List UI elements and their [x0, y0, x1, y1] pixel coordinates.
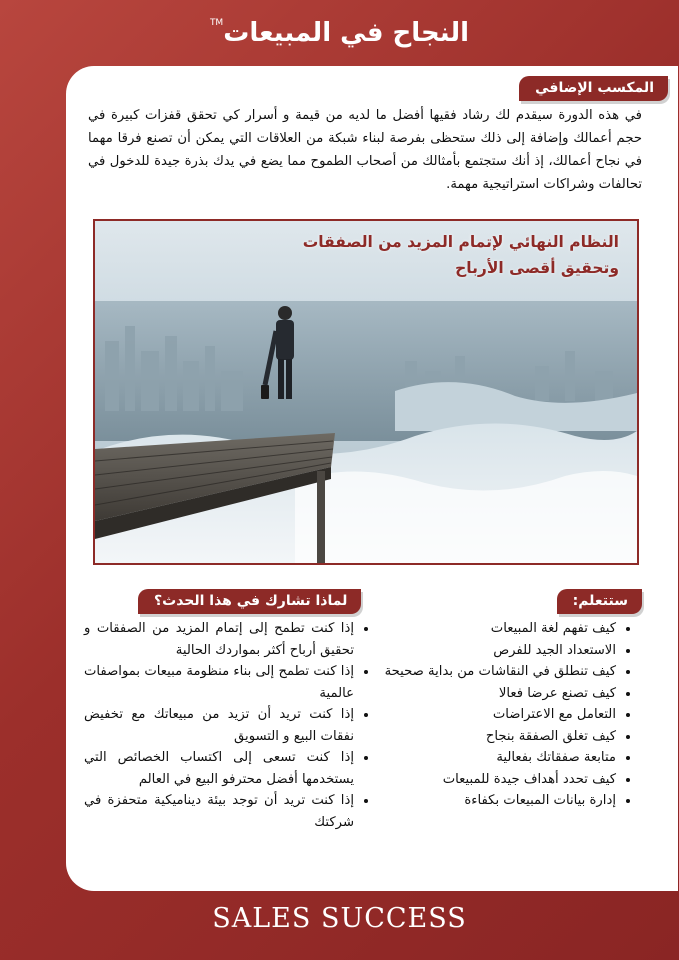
learn-item: • الاستعداد الجيد للفرص: [366, 640, 616, 662]
learn-item: • كيف تفهم لغة المبيعات: [366, 618, 616, 640]
hero-caption-line2: وتحقيق أقصى الأرباح: [455, 259, 619, 277]
learn-item: • التعامل مع الاعتراضات: [366, 704, 616, 726]
learn-item: • كيف تصنع عرضا فعالا: [366, 683, 616, 705]
hero-image: [93, 219, 639, 565]
learn-item: • كيف تغلق الصفقة بنجاح: [366, 726, 616, 748]
why-item: • إذا كنت تريد أن تزيد من مبيعاتك مع تخفيض نفقات البيع و التسويق: [84, 704, 354, 747]
why-list: [84, 618, 372, 833]
footer-brand: SALES SUCCESS: [212, 903, 467, 934]
learn-heading: ستتعلم:: [557, 589, 642, 614]
bonus-paragraph: في هذه الدورة سيقدم لك رشاد فقيها أفضل ما لديه من قيمة و أسرار كي تحقق قفزات كبيرة في حجم أعمالك وإضافة إلى ذلك ستحظى بفرصة لبناء شبكة من العلاقات التي يمكن أن تصنع فرقا مهما في نجاح أعمالك، إذ أنك ستجتمع بأمثالك من أصحاب الطموح مما يضع في يدك بذرة جيدة للدخول في تحالفات وشراكات استراتيجية مهمة.: [88, 108, 642, 192]
learn-item: • إدارة بيانات المبيعات بكفاءة: [366, 790, 616, 812]
hero-caption: [303, 229, 619, 281]
hero-caption-line1: النظام النهائي لإتمام المزيد من الصفقات: [302, 233, 619, 251]
why-item: • إذا كنت تسعى إلى اكتساب الخصائص التي يستخدمها أفضل محترفو البيع في العالم: [84, 747, 354, 790]
why-item: • إذا كنت تريد أن توجد بيئة ديناميكية متحفزة في شركتك: [84, 790, 354, 833]
page-title-text: النجاح في المبيعات: [223, 18, 470, 48]
page-title: [0, 18, 679, 48]
trademark-mark: TM: [209, 18, 224, 28]
why-item: • إذا كنت تطمح إلى بناء منظومة مبيعات بمواصفات عالمية: [84, 661, 354, 704]
learn-item: • كيف تنطلق في النقاشات من بداية صحيحة: [366, 661, 616, 683]
learn-item: • متابعة صفقاتك بفعالية: [366, 747, 616, 769]
learn-list: [366, 618, 634, 812]
why-heading: لماذا تشارك في هذا الحدث؟: [138, 589, 361, 614]
bonus-heading: المكسب الإضافي: [519, 76, 668, 101]
learn-item: • كيف تحدد أهداف جيدة للمبيعات: [366, 769, 616, 791]
why-item: • إذا كنت تطمح إلى إتمام المزيد من الصفقات و تحقيق أرباح أكثر بمواردك الحالية: [84, 618, 354, 661]
content-card: [66, 66, 678, 891]
